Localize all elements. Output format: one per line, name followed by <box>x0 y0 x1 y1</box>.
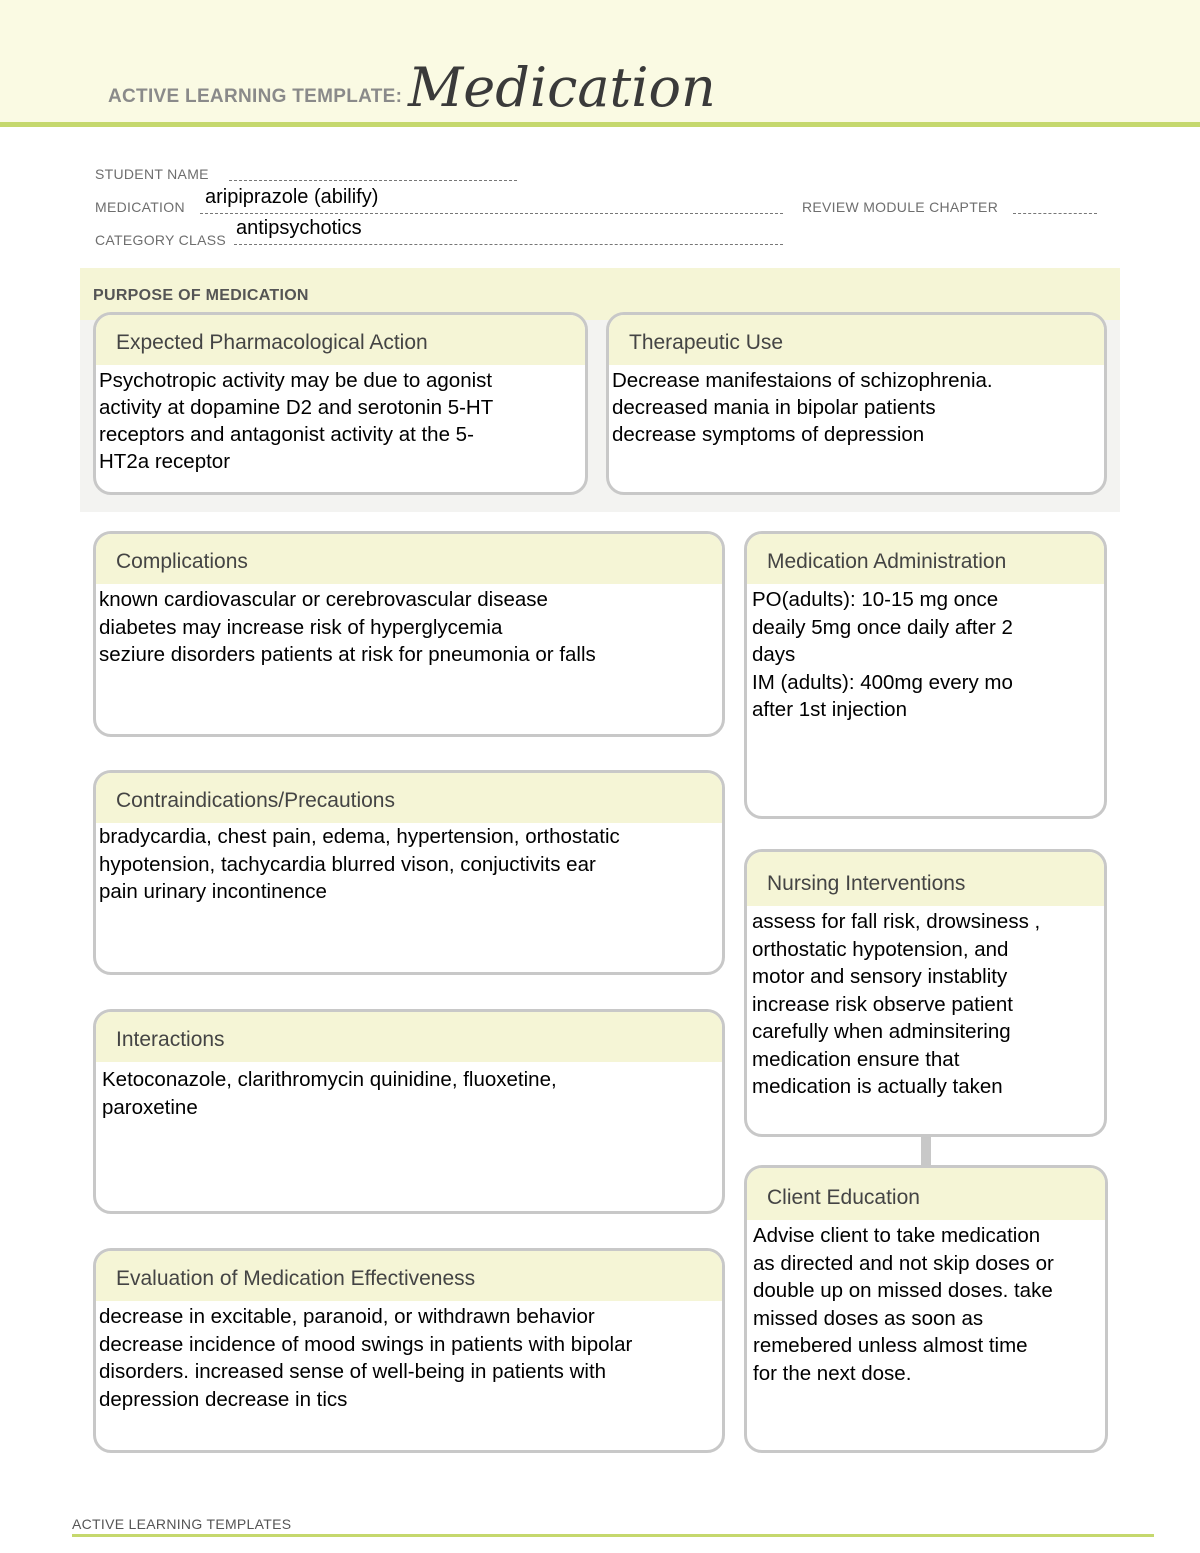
nursing-interventions-line: orthostatic hypotension, and <box>752 937 1009 961</box>
interactions-card <box>93 1009 725 1214</box>
complications-heading: Complications <box>96 534 722 584</box>
client-education-line: for the next dose. <box>753 1361 912 1385</box>
expected-action-body[interactable] <box>96 365 585 475</box>
therapeutic-use-heading: Therapeutic Use <box>609 315 1104 365</box>
nursing-interventions-body[interactable] <box>747 906 1104 1101</box>
evaluation-line: disorders. increased sense of well-being in patients with <box>99 1360 607 1383</box>
therapeutic-use-line: Decrease manifestaions of schizophrenia. <box>612 369 993 392</box>
nursing-interventions-line: increase risk observe patient <box>752 992 1013 1016</box>
client-education-line: remebered unless almost time <box>753 1334 1028 1357</box>
medication-label: MEDICATION <box>95 199 185 215</box>
footer-label: ACTIVE LEARNING TEMPLATES <box>72 1516 292 1532</box>
medication-administration-card <box>744 531 1107 819</box>
medication-administration-body[interactable] <box>747 584 1104 724</box>
complications-line: diabetes may increase risk of hyperglycemia <box>99 615 503 639</box>
medication-administration-line: IM (adults): 400mg every mo <box>752 670 1013 694</box>
expected-action-line: activity at dopamine D2 and serotonin 5-HT <box>99 396 494 419</box>
nursing-interventions-line: carefully when adminsitering <box>752 1020 1011 1043</box>
nursing-interventions-heading: Nursing Interventions <box>747 852 1104 906</box>
client-education-line: missed doses as soon as <box>753 1306 984 1330</box>
therapeutic-use-card <box>606 312 1107 495</box>
expected-action-heading: Expected Pharmacological Action <box>96 315 585 365</box>
category-class-line <box>234 244 783 245</box>
contraindications-card <box>93 770 725 975</box>
complications-body[interactable] <box>96 584 722 669</box>
evaluation-line: decrease in excitable, paranoid, or withdrawn behavior <box>99 1305 595 1328</box>
evaluation-heading: Evaluation of Medication Effectiveness <box>96 1251 722 1301</box>
evaluation-body[interactable] <box>96 1301 722 1413</box>
client-education-line: double up on missed doses. take <box>753 1279 1053 1302</box>
template-label: ACTIVE LEARNING TEMPLATE: <box>108 86 403 107</box>
expected-action-line: Psychotropic activity may be due to agonist <box>99 369 493 392</box>
complications-line: known cardiovascular or cerebrovascular disease <box>99 588 548 611</box>
card-connector <box>921 1134 931 1166</box>
contraindications-line: bradycardia, chest pain, edema, hypertension, orthostatic <box>99 825 620 848</box>
medication-value[interactable]: aripiprazole (abilify) <box>205 186 379 208</box>
nursing-interventions-line: medication ensure that <box>752 1047 960 1071</box>
contraindications-line: hypotension, tachycardia blurred vison, conjuctivits ear <box>99 852 596 876</box>
evaluation-line: depression decrease in tics <box>99 1387 348 1411</box>
contraindications-heading: Contraindications/Precautions <box>96 773 722 823</box>
medication-line <box>200 213 783 214</box>
interactions-line: Ketoconazole, clarithromycin quinidine, fluoxetine, <box>102 1068 557 1091</box>
interactions-body[interactable] <box>96 1062 722 1121</box>
evaluation-card <box>93 1248 725 1453</box>
category-class-label: CATEGORY CLASS <box>95 232 227 248</box>
medication-administration-heading: Medication Administration <box>747 534 1104 584</box>
header-accent-line <box>0 122 1200 127</box>
complications-card <box>93 531 725 737</box>
medication-administration-line: after 1st injection <box>752 698 907 721</box>
footer-accent-line <box>72 1534 1154 1537</box>
therapeutic-use-line: decreased mania in bipolar patients <box>612 396 936 419</box>
interactions-heading: Interactions <box>96 1012 722 1062</box>
medication-administration-line: days <box>752 643 796 666</box>
nursing-interventions-card <box>744 849 1107 1137</box>
contraindications-line: pain urinary incontinence <box>99 880 327 903</box>
page-title: Medication <box>408 56 716 119</box>
nursing-interventions-line: motor and sensory instablity <box>752 965 1008 988</box>
client-education-line: as directed and not skip doses or <box>753 1251 1054 1275</box>
medication-administration-line: PO(adults): 10-15 mg once <box>752 588 999 611</box>
review-module-line[interactable] <box>1013 213 1097 214</box>
purpose-title: PURPOSE OF MEDICATION <box>93 287 309 304</box>
student-name-label: STUDENT NAME <box>95 166 209 182</box>
expected-action-card <box>93 312 588 495</box>
client-education-line: Advise client to take medication <box>753 1224 1041 1247</box>
medication-administration-line: deaily 5mg once daily after 2 <box>752 615 1013 639</box>
student-name-line[interactable] <box>229 180 517 181</box>
therapeutic-use-line: decrease symptoms of depression <box>612 423 925 446</box>
client-education-body[interactable] <box>747 1220 1105 1387</box>
contraindications-body[interactable] <box>96 823 722 906</box>
evaluation-line: decrease incidence of mood swings in patients with bipolar <box>99 1332 633 1356</box>
complications-line: seziure disorders patients at risk for pneumonia or falls <box>99 643 596 666</box>
expected-action-line: HT2a receptor <box>99 450 231 473</box>
therapeutic-use-body[interactable] <box>609 365 1104 448</box>
client-education-heading: Client Education <box>747 1168 1105 1220</box>
client-education-card <box>744 1165 1108 1453</box>
nursing-interventions-line: assess for fall risk, drowsiness , <box>752 910 1041 933</box>
interactions-line: paroxetine <box>102 1095 198 1119</box>
review-module-label: REVIEW MODULE CHAPTER <box>802 199 999 215</box>
nursing-interventions-line: medication is actually taken <box>752 1075 1003 1098</box>
category-class-value[interactable]: antipsychotics <box>236 217 362 239</box>
expected-action-line: receptors and antagonist activity at the 5- <box>99 423 474 446</box>
